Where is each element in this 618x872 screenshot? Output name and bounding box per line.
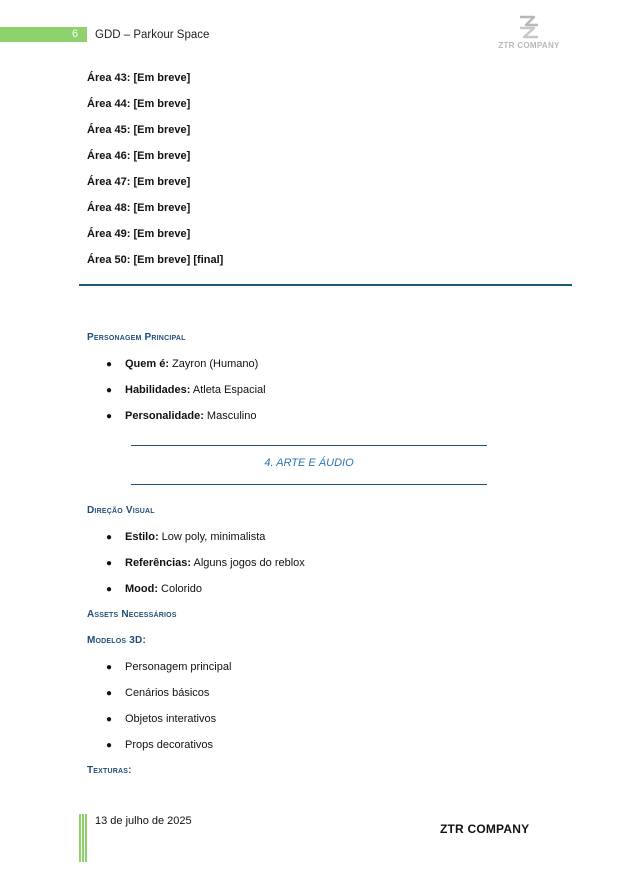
- assets-heading: Assets Necessários: [87, 609, 177, 620]
- bullet-icon: ●: [106, 385, 113, 396]
- area-item: Área 45: [Em breve]: [87, 124, 191, 136]
- item-value: Alguns jogos do reblox: [191, 557, 305, 569]
- item-value: Colorido: [157, 583, 203, 595]
- list-item: [106, 531, 265, 543]
- list-item: [106, 713, 216, 725]
- bullet-icon: ●: [106, 411, 113, 422]
- list-item: [106, 739, 213, 751]
- footer-company: ZTR COMPANY: [440, 822, 530, 836]
- area-item: Área 47: [Em breve]: [87, 176, 191, 188]
- area-item: Área 44: [Em breve]: [87, 98, 191, 110]
- footer-accent-bars: [79, 814, 89, 862]
- list-item: [106, 661, 231, 673]
- item-value: Atleta Espacial: [190, 384, 266, 396]
- area-item: Área 46: [Em breve]: [87, 150, 191, 162]
- item-text: Personagem principal: [125, 661, 232, 673]
- page-number: 6: [72, 28, 79, 40]
- bullet-icon: ●: [106, 688, 113, 699]
- bullet-icon: ●: [106, 558, 113, 569]
- item-value: Zayron (Humano): [169, 358, 259, 370]
- area-item: Área 49: [Em breve]: [87, 228, 191, 240]
- logo-text: ZTR COMPANY: [498, 41, 560, 50]
- item-value: Masculino: [203, 410, 257, 422]
- list-item: [106, 384, 266, 396]
- footer-date: 13 de julho de 2025: [95, 815, 192, 827]
- area-item: Área 48: [Em breve]: [87, 202, 191, 214]
- list-item: [106, 557, 305, 569]
- item-label: Referências:: [125, 557, 192, 569]
- item-text: Objetos interativos: [125, 713, 217, 725]
- visual-heading: Direção Visual: [87, 505, 155, 516]
- textures-heading: Texturas:: [87, 765, 132, 776]
- item-text: Props decorativos: [125, 739, 214, 751]
- bullet-icon: ●: [106, 662, 113, 673]
- ztr-logo-icon: [516, 14, 542, 40]
- item-label: Mood:: [125, 583, 158, 595]
- list-item: [106, 583, 202, 595]
- models-heading: Modelos 3D:: [87, 635, 146, 646]
- list-item: [106, 410, 256, 422]
- character-heading: Personagem Principal: [87, 332, 186, 343]
- item-value: Low poly, minimalista: [158, 531, 266, 543]
- item-label: Quem é:: [125, 358, 170, 370]
- bullet-icon: ●: [106, 584, 113, 595]
- bullet-icon: ●: [106, 714, 113, 725]
- item-label: Personalidade:: [125, 410, 204, 422]
- item-text: Cenários básicos: [125, 687, 210, 699]
- section-title-rule-top: [131, 445, 487, 446]
- company-logo: [494, 14, 564, 50]
- item-label: Habilidades:: [125, 384, 191, 396]
- list-item: [106, 687, 209, 699]
- section-divider: [79, 284, 572, 286]
- list-item: [106, 358, 258, 370]
- section-title-rule-bottom: [131, 484, 487, 485]
- bullet-icon: ●: [106, 532, 113, 543]
- area-item: Área 43: [Em breve]: [87, 72, 191, 84]
- bullet-icon: ●: [106, 740, 113, 751]
- document-title: GDD – Parkour Space: [95, 29, 210, 41]
- bullet-icon: ●: [106, 359, 113, 370]
- area-item: Área 50: [Em breve] [final]: [87, 254, 224, 266]
- section-title: 4. ARTE E ÁUDIO: [264, 457, 354, 469]
- item-label: Estilo:: [125, 531, 159, 543]
